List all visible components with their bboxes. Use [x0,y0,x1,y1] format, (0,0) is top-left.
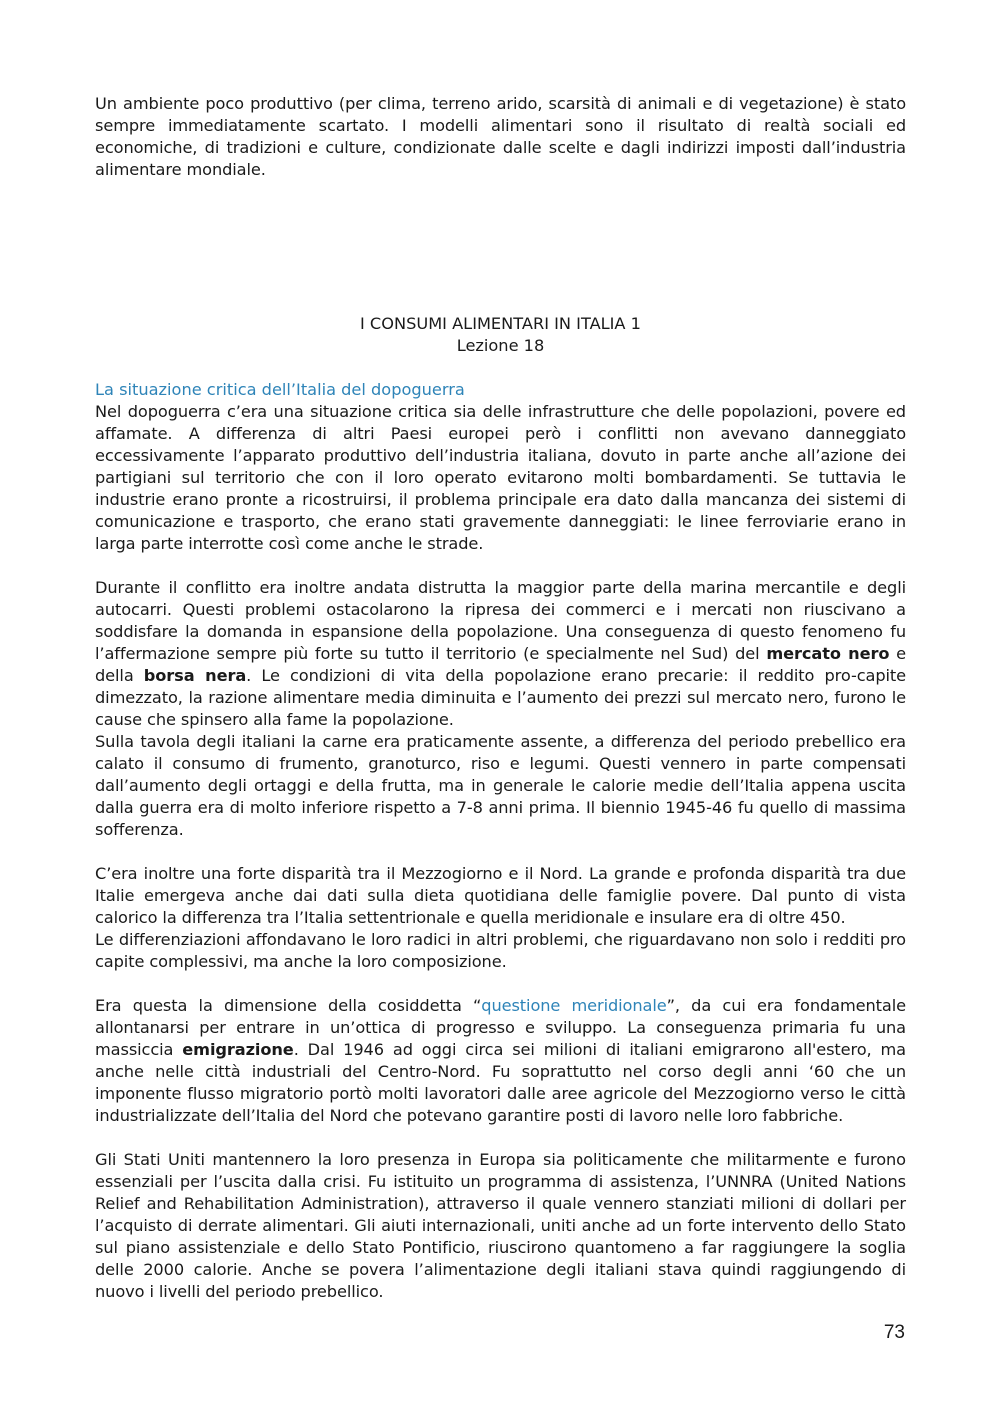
chapter-heading [95,313,906,357]
paragraph-2-text-d: . Le condizioni di vita della popolazione erano precarie: il reddito pro-capite dimezzato, la razione alimentare media diminuita e l’aumento dei prezzi sul mercato nero, furono le cause che spinsero alla fame la popolazione. [95,666,906,729]
paragraph-6-text-c: . Dal 1946 ad oggi circa sei milioni di italiani emigrarono all'estero, ma anche nelle città industriali del Centro-Nord. Fu soprattutto nel corso degli anni ‘60 che un imponente flusso migratorio portò molti lavoratori dalle aree agricole del Mezzogiorno verso le città industrializzate dell’Italia del Nord che potevano garantire posti di lavoro nelle loro fabbriche. [95,1040,906,1125]
page-number: 73 [883,1322,905,1343]
paragraph-6 [95,995,906,1127]
borsa-nera-term: borsa nera [143,666,247,685]
paragraph-2 [95,577,906,731]
intro-paragraph: Un ambiente poco produttivo (per clima, terreno arido, scarsità di animali e di vegetazione) è stato sempre immediatamente scartato. I modelli alimentari sono il risultato di realtà sociali ed economiche, di tradizioni e culture, condizionate dalle scelte e dagli indirizzi imposti dall’industria alimentare mondiale. [95,94,906,179]
questione-meridionale-link[interactable]: questione meridionale [481,996,667,1015]
document-page [95,93,906,1303]
mercato-nero-term: mercato nero [766,644,890,663]
paragraph-2-text-c: e della [95,644,907,685]
paragraph-6-text-a: Era questa la dimensione della cosiddetta “ [95,996,482,1015]
paragraph-2-text-a: Durante il conflitto era inoltre andata distrutta la maggior parte della marina mercantile e degli autocarri. Questi problemi ostacolarono la ripresa dei commerci e i mercati non riuscivano a soddisfare la domanda in espansione della popolazione. Una conseguenza di questo fenomeno fu l’affermazione sempre più forte su tutto il territorio (e specialmente nel Sud) del [95,578,906,663]
paragraph-1: Nel dopoguerra c’era una situazione critica sia delle infrastrutture che delle popolazioni, povere ed affamate. A differenza di altri Paesi europei però i conflitti non avevano danneggiato eccessivamente l’apparato produttivo dell’industria italiana, dovuto in parte anche all’azione dei partigiani sul territorio che con il loro operato evitarono molti bombardamenti. Se tuttavia le industrie erano pronte a ricostruirsi, il problema principale era dato dalla mancanza dei sistemi di comunicazione e trasporto, che erano stati gravemente danneggiati: le linee ferroviarie erano in larga parte interrotte così come anche le strade. [95,402,906,553]
paragraph-3: Sulla tavola degli italiani la carne era praticamente assente, a differenza del periodo prebellico era calato il consumo di frumento, granoturco, riso e legumi. Questi vennero in parte compensati dall’aumento degli ortaggi e della frutta, ma in generale le calorie medie dell’Italia appena uscita dalla guerra era di molto inferiore rispetto a 7-8 anni prima. Il biennio 1945-46 fu quello di massima sofferenza. [95,732,906,839]
chapter-subtitle: Lezione 18 [456,336,545,355]
section-title: La situazione critica dell’Italia del dopoguerra [95,380,465,399]
emigrazione-term: emigrazione [182,1040,294,1059]
paragraph-7: Gli Stati Uniti mantennero la loro presenza in Europa sia politicamente che militarmente e furono essenziali per l’uscita dalla crisi. Fu istituito un programma di assistenza, l’UNNRA (United Nations Relief and Rehabilitation Administration), attraverso il quale vennero stanziati milioni di dollari per l’acquisto di derrate alimentari. Gli aiuti internazionali, uniti anche ad un forte intervento dello Stato sul piano assistenziale e dello Stato Pontificio, riuscirono quantomeno a far raggiungere la soglia delle 2000 calorie. Anche se povera l’alimentazione degli italiani stava quindi raggiungendo di nuovo i livelli del periodo prebellico. [95,1150,906,1301]
paragraph-4: C’era inoltre una forte disparità tra il Mezzogiorno e il Nord. La grande e profonda disparità tra due Italie emergeva anche dai dati sulla dieta quotidiana delle famiglie povere. Dal punto di vista calorico la differenza tra l’Italia settentrionale e quella meridionale e insulare era di oltre 450. [95,864,906,927]
chapter-title: I CONSUMI ALIMENTARI IN ITALIA 1 [360,314,641,333]
paragraph-5: Le differenziazioni affondavano le loro radici in altri problemi, che riguardavano non solo i redditi pro capite complessivi, ma anche la loro composizione. [95,930,906,971]
paragraph-6-text-b: ”, da cui era fondamentale allontanarsi per entrare in un’ottica di progresso e sviluppo. La conseguenza primaria fu una massiccia [95,996,906,1059]
